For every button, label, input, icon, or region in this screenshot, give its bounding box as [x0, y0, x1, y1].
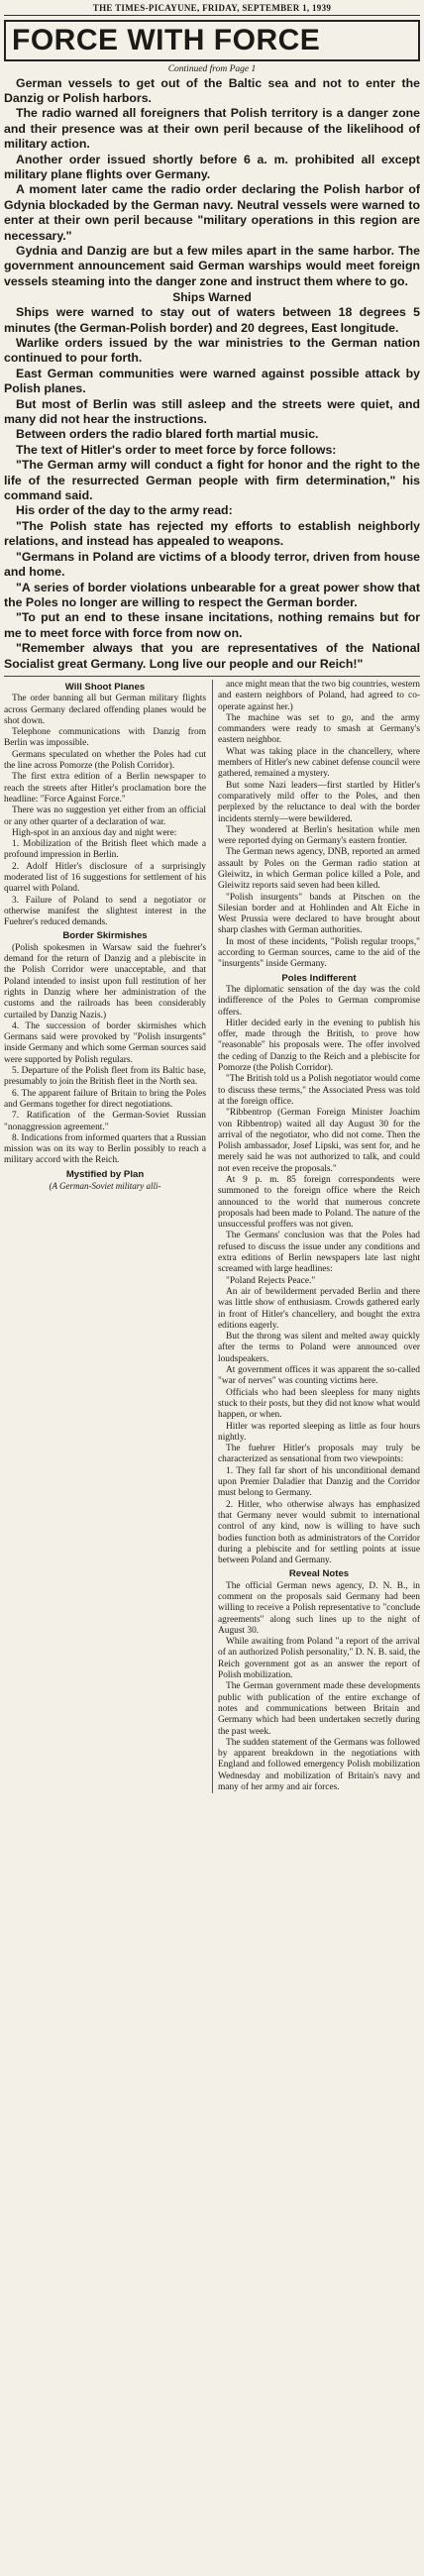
headline-box	[4, 20, 420, 61]
lead-paragraph: A moment later came the radio order declaring the Polish harbor of Gdynia blockaded by the German navy. Neutral vessels were warned to enter at their own peril because "military operations in this region are necessary."	[4, 182, 420, 243]
quote-paragraph: "Remember always that you are representatives of the National Socialist great Germany. Long live our people and our Reich!"	[4, 641, 420, 671]
lead-paragraph: Warlike orders issued by the war ministries to the German nation continued to pour forth.	[4, 336, 420, 366]
column-paragraph: 1. They fall far short of his unconditional demand upon Premier Daladier that Danzig and the Corridor must belong to Germany.	[218, 1465, 420, 1499]
column-paragraph: The first extra edition of a Berlin newspaper to reach the streets after Hitler's proclamation bore the headline: "Force Against Force."	[4, 772, 206, 805]
column-paragraph: The order banning all but German military flights across Germany declared offending planes would be shot down.	[4, 694, 206, 726]
column-paragraph: 3. Failure of Poland to send a negotiator or otherwise manifest the slightest interest in the Fuehrer's reduced demands.	[4, 895, 206, 928]
continued-note: Continued from Page 1	[167, 63, 257, 74]
lead-paragraph: The radio warned all foreigners that Polish territory is a danger zone and their presence was at their own peril because of the likelihood of military action.	[4, 106, 420, 152]
subhead-mystified-by-plan: Mystified by Plan	[65, 1168, 145, 1180]
column-paragraph: An air of bewilderment pervaded Berlin and there was little show of enthusiasm. Crowds gathered early in front of Hitler's chancellery, and bought the extra editions eagerly.	[218, 1286, 420, 1331]
lead-paragraph: Ships were warned to stay out of waters between 18 degrees 5 minutes (the German-Polish border) and 20 degrees, East longitude.	[4, 305, 420, 335]
column-paragraph: 1. Mobilization of the British fleet which made a profound impression in Berlin.	[4, 839, 206, 861]
column-paragraph: The sudden statement of the Germans was followed by apparent breakdown in the negotiations with England and followed emergency Polish mobilization Wednesday and mobilization of Britain's navy and many of her army and air forces.	[218, 1737, 420, 1793]
column-paragraph: But some Nazi leaders—first startled by Hitler's comparatively mild offer to the Poles, and then perplexed by the reluctance to deal with the border incidents sternly—were bewildered.	[218, 780, 420, 824]
subhead-reveal-notes: Reveal Notes	[288, 1568, 350, 1580]
quote-paragraph: "The Polish state has rejected my efforts to establish neighborly relations, and instead has appealed to weapons.	[4, 518, 420, 549]
lead-paragraph: East German communities were warned against possible attack by Polish planes.	[4, 366, 420, 396]
column-paragraph: The German news agency, DNB, reported an armed assault by Poles on the German radio station at Gleiwitz, in which German police killed a Pole, and Gleiwitz reports said seven had been killed.	[218, 847, 420, 892]
column-paragraph: 8. Indications from informed quarters that a Russian mission was on its way to Berlin possibly to reach a military accord with the Reich.	[4, 1132, 206, 1166]
lead-paragraph: The text of Hitler's order to meet force by force follows:	[16, 442, 337, 457]
column-paragraph: At government offices it was apparent the so-called "war of nerves" was counting victims here.	[218, 1365, 420, 1387]
column-paragraph: "The British told us a Polish negotiator would come to discuss these terms," the Associated Press was told at the foreign office.	[218, 1074, 420, 1107]
column-paragraph: 7. Ratification of the German-Soviet Russian "nonaggression agreement."	[4, 1111, 206, 1132]
masthead: THE TIMES-PICAYUNE, FRIDAY, SEPTEMBER 1, 1939	[4, 3, 420, 16]
column-paragraph: The Germans' conclusion was that the Poles had refused to discuss the issue under any conditions and extra editions of Berlin newspapers late last night screamed with large headlines:	[218, 1231, 420, 1275]
column-paragraph: They wondered at Berlin's hesitation while men were reported dying on Germany's eastern frontier.	[218, 824, 420, 847]
column-paragraph: "Ribbentrop (German Foreign Minister Joachim von Ribbentrop) waited all day August 30 for the arrival of the negotiator, who did not come. Then the Polish ambassador, Josef Lipski, was sent for, and he merely said he was not authorized to talk, and could not even receive the proposals."	[218, 1108, 420, 1174]
column-paragraph: Germans speculated on whether the Poles had cut the line across Pomorze (the Polish Corridor).	[4, 749, 206, 772]
quote-paragraph: "A series of border violations unbearable for a great power show that the Poles no longer are willing to respect the German border.	[4, 580, 420, 609]
column-paragraph: 6. The apparent failure of Britain to bring the Poles and Germans together for direct negotiations.	[4, 1088, 206, 1110]
column-paragraph: 2. Adolf Hitler's disclosure of a surprisingly moderated list of 16 suggestions for settlement of his quarrel with Poland.	[4, 861, 206, 895]
column-paragraph: "Poland Rejects Peace."	[226, 1275, 316, 1286]
lead-paragraph: Another order issued shortly before 6 a. m. prohibited all except military plane flights over Germany.	[4, 152, 420, 181]
lead-paragraph: But most of Berlin was still asleep and the streets were quiet, and many did not hear the instructions.	[4, 396, 420, 427]
column-paragraph: ance might mean that the two big countries, western and eastern neighbors of Poland, had agreed to co-operate against her.)	[218, 679, 420, 712]
column-continuation-text: (A German-Soviet military alli-	[49, 1181, 161, 1191]
subhead-poles-indifferent: Poles Indifferent	[281, 972, 357, 984]
column-paragraph: High-spot in an anxious day and night were:	[12, 827, 177, 838]
headline: FORCE WITH FORCE	[12, 24, 321, 56]
column-paragraph: Officials who had been sleepless for many nights stuck to their posts, but they did not know what would happen, or when.	[218, 1387, 420, 1421]
hitler-order-quote	[4, 458, 420, 672]
column-paragraph: In most of these incidents, "Polish regular troops," according to German sources, came to the aid of the "insurgents" inside Germany.	[218, 936, 420, 970]
column-paragraph: The diplomatic sensation of the day was the cold indifference of the Poles to German compromise offers.	[218, 984, 420, 1018]
subhead-will-shoot-planes: Will Shoot Planes	[64, 681, 146, 693]
lead-section	[4, 76, 420, 672]
column-paragraph: 2. Hitler, who otherwise always has emphasized that Germany never would submit to international control of any kind, now is willing to have such bodies function both as administrators of the Corridor during a plebiscite and for settling points at issue between Poland and Germany.	[218, 1499, 420, 1566]
lead-paragraph: Gydnia and Danzig are but a few miles apart in the same harbor. The government announcement said German warships would meet foreign vessels steaming into the danger zone and instruct them where to go.	[4, 243, 420, 288]
column-paragraph: What was taking place in the chancellery, where members of Hitler's new cabinet defense council were gathered, remained a mystery.	[218, 746, 420, 780]
lead-paragraph: Between orders the radio blared forth martial music.	[16, 427, 319, 442]
quote-paragraph: "To put an end to these insane incitations, nothing remains but for me to meet force with force from now on.	[4, 610, 420, 640]
column-paragraph: The machine was set to go, and the army commanders were ready to smash at Germany's eastern neighbor.	[218, 712, 420, 746]
column-paragraph: Hitler was reported sleeping as little as four hours nightly.	[218, 1421, 420, 1443]
column-paragraph: While awaiting from Poland "a report of the arrival of an authorized Polish personality," D. N. B. said, the Reich government got as an answer the report of Polish mobilization.	[218, 1637, 420, 1681]
column-right	[212, 680, 420, 1793]
subhead-border-skirmishes: Border Skirmishes	[62, 930, 148, 942]
article-columns	[4, 676, 420, 1793]
column-paragraph: But the throng was silent and melted away quickly after the terms to Poland were announced over loudspeakers.	[218, 1332, 420, 1364]
column-paragraph: "Polish insurgents" bands at Pitschen on the Silesian border and at Hohlinden and Alt Eiche in West Prussia were declared to have brought about sharp clashes with German authorities.	[218, 892, 420, 936]
lead-paragraph: German vessels to get out of the Baltic sea and not to enter the Danzig or Polish harbors.	[4, 75, 420, 105]
column-paragraph: Hitler decided early in the evening to publish his offer, made through the British, to prove how "reasonable" his proposals were. The offer involved the ceding of Danzig to the Reich and a plebiscite for Pomorze (the Polish Corridor).	[218, 1018, 420, 1074]
column-left	[4, 680, 206, 1793]
column-paragraph: 4. The succession of border skirmishes which Germans said were provoked by "Polish insurgents" inside Germany and which some German sources said were supported by Polish regulars.	[4, 1020, 206, 1065]
column-paragraph: (Polish spokesmen in Warsaw said the fuehrer's demand for the return of Danzig and a plebiscite in the Polish Corridor were unacceptable, and that Poland intended to insist upon full restitution of her rights in Danzig where her administration of the customs and the railroads has been considerably curtailed by Danzig Nazis.)	[4, 942, 206, 1020]
quote-paragraph: "Germans in Poland are victims of a bloody terror, driven from house and home.	[4, 549, 420, 580]
quote-paragraph: "The German army will conduct a fight for honor and the right to the life of the resurrected German people with firm determination," his command said.	[4, 458, 420, 503]
column-paragraph: The official German news agency, D. N. B., in comment on the proposals said Germany had been willing to receive a Polish representative to "conclude agreements" along such lines up to the night of August 30.	[218, 1580, 420, 1636]
column-paragraph: At 9 p. m. 85 foreign correspondents were summoned to the foreign office where the Reich announced to the world that numerous concrete proposals had been made to Poland. The nature of the unsuccessful proffers was not given.	[218, 1175, 420, 1231]
column-paragraph: 5. Departure of the Polish fleet from its Baltic base, presumably to join the British fleet in the North sea.	[4, 1066, 206, 1088]
column-paragraph: Telephone communications with Danzig from Berlin was impossible.	[4, 727, 206, 749]
column-paragraph: The fuehrer Hitler's proposals may truly be characterized as sensational from two viewpoints:	[218, 1444, 420, 1465]
quote-paragraph: His order of the day to the army read:	[16, 503, 233, 518]
column-paragraph: There was no suggestion yet either from an official or any other quarter of a declaration of war.	[4, 805, 206, 827]
column-paragraph: The German government made these developments public with publication of the entire exchange of notes and communications between Britain and Germany which had been undertaken secretly during the past week.	[218, 1681, 420, 1737]
subhead-ships-warned: Ships Warned	[172, 290, 252, 305]
